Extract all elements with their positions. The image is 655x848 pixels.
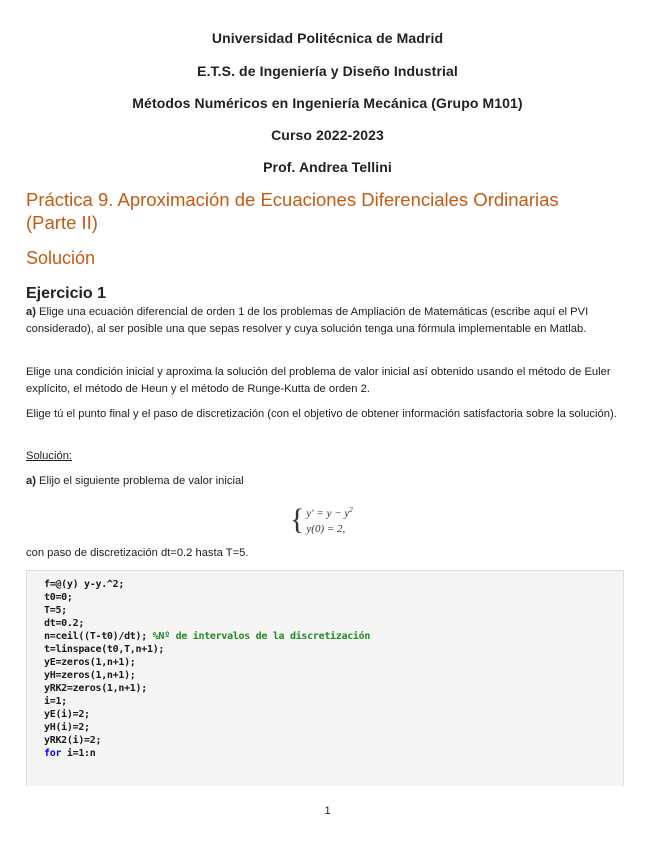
code-line: T=5;	[44, 605, 67, 616]
answer-text: Elijo el siguiente problema de valor inicial	[35, 475, 244, 487]
code-line: f=@(y) y-y.^2;	[44, 579, 125, 590]
equation-line-1: $y' = y - y^2$	[306, 506, 353, 520]
code-line: i=1;	[44, 696, 67, 707]
code-line: t=linspace(t0,T,n+1);	[44, 644, 165, 655]
code-keyword: for	[44, 748, 62, 759]
code-line: yRK2(i)=2;	[44, 735, 102, 746]
code-line: t0=0;	[44, 592, 73, 603]
page-number: 1	[324, 805, 331, 817]
matlab-code-block	[26, 570, 624, 786]
answer-intro	[26, 473, 626, 490]
university-name: Universidad Politécnica de Madrid	[211, 30, 444, 46]
page-title	[26, 188, 626, 234]
equation-line-2: y(0) = 2,	[306, 522, 346, 535]
brace-symbol: {	[290, 502, 305, 536]
code-line: dt=0.2;	[44, 618, 85, 629]
answer-label: a)	[26, 475, 36, 487]
code-line: for i=1:n	[44, 748, 96, 759]
part-a-text: Elige una ecuación diferencial de orden 1 de los problemas de Ampliación de Matemáticas (escribe aquí el PVI considerado), al ser posible una que sepas resolver y cuya solución tenga una fórmula implementable en Matlab.	[26, 306, 589, 335]
code-line: yH=zeros(1,n+1);	[44, 670, 136, 681]
part-label: a)	[26, 306, 36, 318]
code-line: n=ceil((T-t0)/dt); %Nº de intervalos de la discretización	[44, 631, 371, 642]
page-title-line2: (Parte II)	[26, 212, 98, 233]
academic-year: Curso 2022-2023	[271, 127, 384, 143]
school-name: E.T.S. de Ingeniería y Diseño Industrial	[197, 63, 458, 79]
solution-label: Solución:	[26, 450, 73, 462]
exercise-statement-a	[26, 304, 626, 338]
exercise-statement-3: Elige tú el punto final y el paso de discretización (con el objetivo de obtener información satisfactoria sobre la solución).	[26, 408, 617, 420]
professor-name: Prof. Andrea Tellini	[263, 159, 392, 175]
ivp-equation	[290, 503, 353, 537]
page-title-line1: Práctica 9. Aproximación de Ecuaciones Diferenciales Ordinarias	[26, 189, 559, 210]
exercise-heading: Ejercicio 1	[26, 285, 107, 302]
solution-heading: Solución	[26, 248, 96, 268]
code-line: yE(i)=2;	[44, 709, 90, 720]
code-line: yRK2=zeros(1,n+1);	[44, 683, 147, 694]
exercise-statement-2: Elige una condición inicial y aproxima la solución del problema de valor inicial así obtenido usando el método de Euler explícito, el método de Heun y el método de Runge-Kutta de orden 2.	[26, 366, 611, 395]
code-line: yH(i)=2;	[44, 722, 90, 733]
course-name: Métodos Numéricos en Ingeniería Mecánica (Grupo M101)	[132, 95, 523, 111]
discretization-note: con paso de discretización dt=0.2 hasta T=5.	[26, 547, 249, 559]
code-line: yE=zeros(1,n+1);	[44, 657, 136, 668]
code-comment: %Nº de intervalos de la discretización	[152, 631, 371, 642]
